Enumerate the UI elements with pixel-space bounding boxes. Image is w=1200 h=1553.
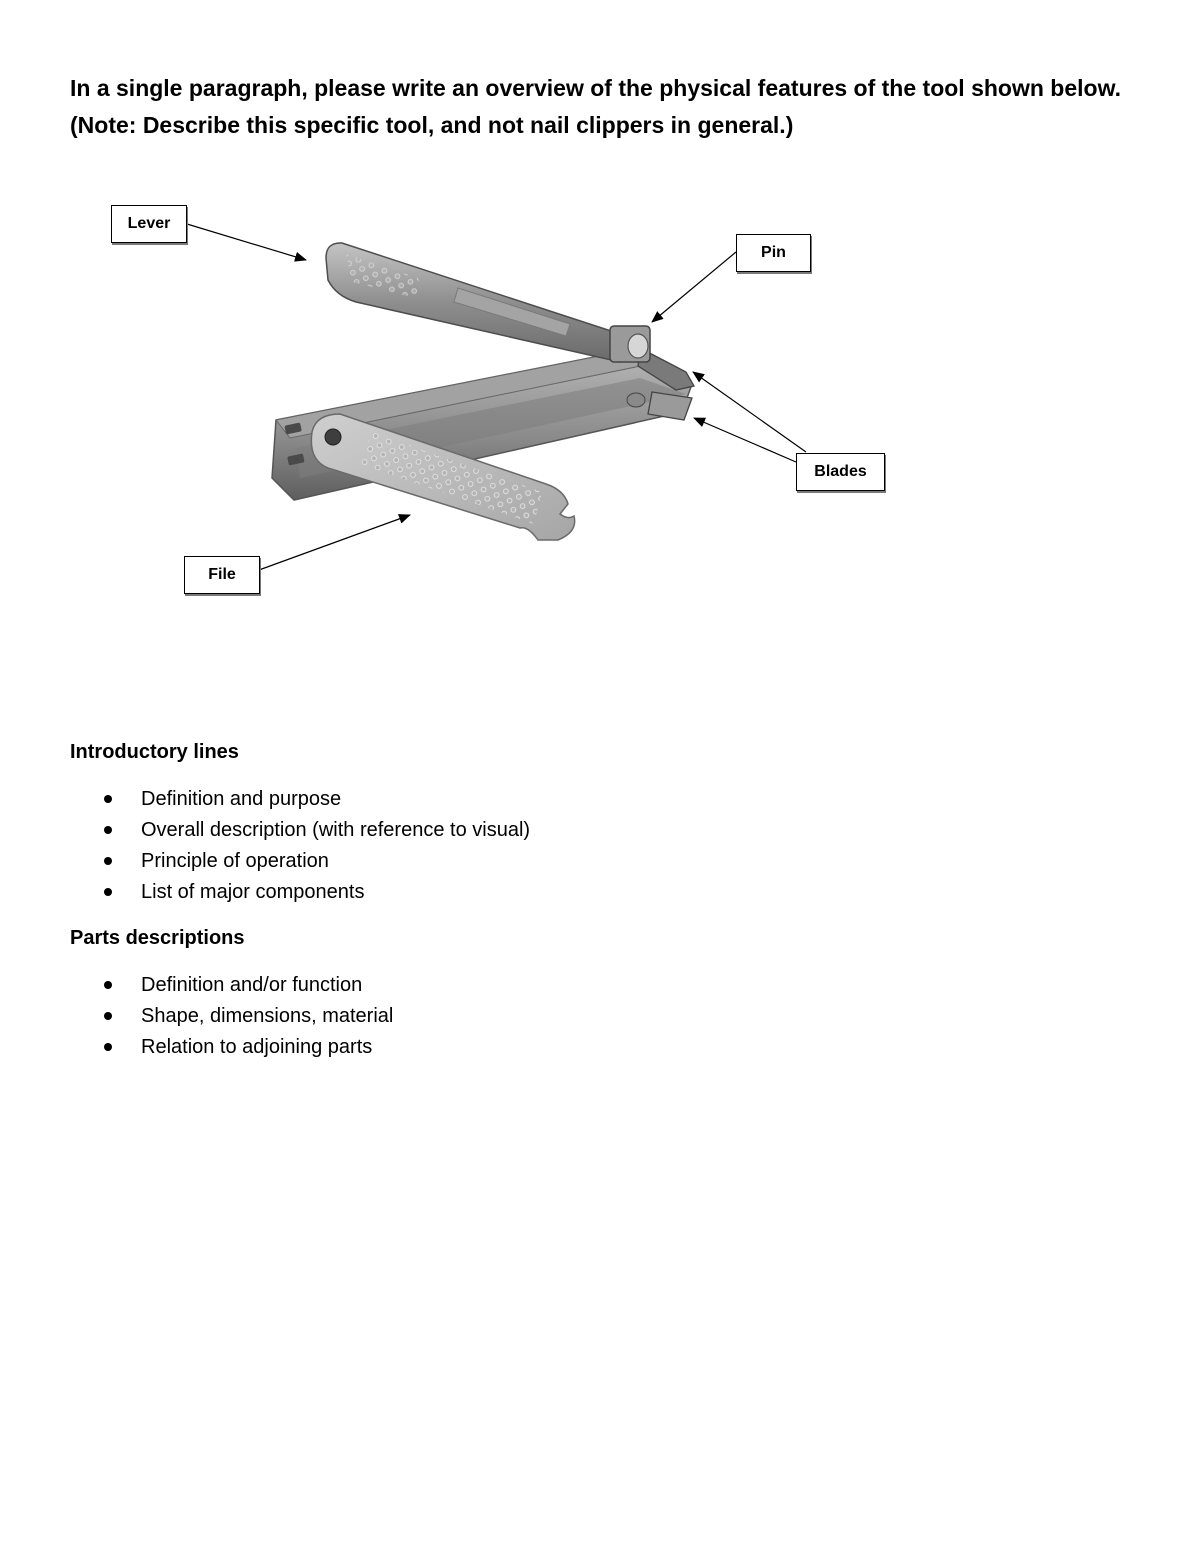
bullet-dot-icon: [104, 1012, 112, 1020]
list-item-text: Overall description (with reference to visual): [141, 819, 531, 841]
list-item-text: Definition and/or function: [141, 974, 363, 996]
bullet-dot-icon: [104, 1043, 112, 1051]
parts-descriptions-list: [70, 972, 393, 1065]
list-item-text: Relation to adjoining parts: [141, 1036, 373, 1058]
assignment-prompt: In a single paragraph, please write an overview of the physical features of the tool shown below. (Note: Describe this specific tool, and not nail clippers in general.): [70, 75, 1122, 138]
nail-clipper-illustration: [0, 0, 1200, 640]
blades-leader-arrow-upper: [693, 372, 806, 452]
lever-callout: Lever: [111, 205, 187, 243]
blades-leader-arrow-lower: [694, 418, 796, 462]
list-item: [70, 848, 530, 879]
pin-leader-arrow: [652, 252, 736, 322]
clipper-lever: [326, 243, 636, 362]
list-item-text: Definition and purpose: [141, 788, 342, 810]
list-item: [70, 1034, 393, 1065]
section-heading-parts-descriptions: Parts descriptions: [70, 927, 245, 949]
bullet-dot-icon: [104, 857, 112, 865]
list-item: [70, 879, 530, 910]
lever-leader-arrow: [187, 224, 306, 260]
list-item: [70, 972, 393, 1003]
introductory-lines-list: [70, 786, 530, 910]
file-leader-arrow: [259, 515, 410, 570]
bullet-dot-icon: [104, 981, 112, 989]
list-item: [70, 1003, 393, 1034]
list-item-text: Principle of operation: [141, 850, 329, 872]
list-item: [70, 786, 530, 817]
nail-clipper-figure: [0, 0, 1200, 640]
bullet-dot-icon: [104, 888, 112, 896]
list-item: [70, 817, 530, 848]
section-heading-introductory-lines: Introductory lines: [70, 741, 239, 763]
file-callout: File: [184, 556, 260, 594]
list-item-text: List of major components: [141, 881, 365, 903]
bullet-dot-icon: [104, 795, 112, 803]
list-item-text: Shape, dimensions, material: [141, 1005, 394, 1027]
blades-callout: Blades: [796, 453, 885, 491]
bullet-dot-icon: [104, 826, 112, 834]
pin-callout: Pin: [736, 234, 811, 272]
